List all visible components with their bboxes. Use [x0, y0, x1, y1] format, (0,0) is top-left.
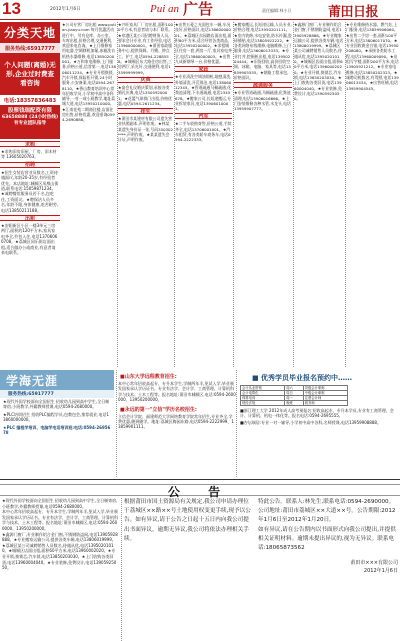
notice-column-left: [2, 498, 118, 641]
stock-ad: [0, 105, 60, 139]
training-ad-text: ■浙江理工大学 2012年成人高考预报名:招收高起专、专升本学员,专业有工商管理、会计、计算机、机电一体化等。报名电话:0594-2695555。: [240, 408, 394, 419]
university-ad-heading-2: ■永远的第一"立信"学历名校招生:: [120, 406, 197, 413]
notice-rule: [0, 479, 400, 480]
editor-credit: 责任编辑:林小旦: [262, 8, 292, 13]
notice-paragraph: 根据莆田市国土资源局有关规定,我公司申请办理位于荔城区××路××号土地使用权变更手续,现予以公告。如有异议,请于公告之日起十五日内向我公司提出书面异议。逾期无异议,我公司将依法办理相关手续。: [124, 499, 251, 542]
classified-column-7: [346, 22, 400, 367]
section-text-qingdian: ★宴会礼仪婚庆策划,承接各类婚礼庆典,电话13505920001。★花篮气球拱门出租,价格优惠,电话0594-2611234。: [118, 84, 172, 106]
classified-column-4: [175, 22, 232, 367]
training-ad-heading: ■ 优秀学员毕业报名预约中……: [252, 374, 353, 382]
notice-date: 2012年1月6日: [363, 568, 398, 575]
column-text: ★搬家搬运,长短途运输,人员专业,价格合理,电话13950201111。★室内装修,水电安装,防水补漏,瓷砖铺贴,电话13805922222。★各类网络布线维修,电脑维修,上门服务,电话13606013333。★专业打井,挖掘机出租,电话13950204444。★旧货回收,高价回收空调、冰箱、电脑、家具等,电话13859905555。★钢筋工程承包,价格面议。: [234, 22, 292, 80]
divorce-ad: [0, 53, 60, 95]
column-text: ★公司专营厂房出租 www.putian-jiaoyu.com 每月优惠活动进行中。另有仓库、办公室、车库出租,价格合理,交通便利,欢迎来电咨询。★上门维修家用电器,空调移机加氟,冰箱洗衣机热水器维修,电话13850200001。★万和家电维修,上门服务,价格公道,信誉第一,电话13806011234。★专业开锁换锁,汽车开锁,保险柜开锁,24小时服务,公安备案,电话0594-2678110。★香山教育培训中心常年招收学员,小学初中高中各科辅导,一对一或小班教学,地址荔城大道,电话13950210000。★江南花苑二期商住楼,店面住房出售,价格优惠,欢迎垂询0594-2690888。: [62, 22, 116, 123]
university-ad: [118, 370, 236, 477]
page-number: 13: [2, 0, 21, 18]
issue-date: 2012年1月6日: [50, 7, 81, 12]
education-item: ★现代外国学校面向全国招生 招收幼儿园到高中学生,全日制寄宿,小班教学,外籍教师授课,电话0594-2680000。: [3, 399, 110, 410]
training-ad-text-2: ■杏坛瑞居:专业一对一辅导,小学初中高中各科,名师授课,电话13959908888。: [240, 419, 381, 425]
section-text-zhaopin: ★招生女装店营业员数名,工资待遇面议,年龄20-35岁,有经验者优先。本店地址:城厢区凤凰山街道,联系电话:15059871234。★诚聘餐馆服务员若干名,包吃住,工资面议。★聘保洁人员多名,年龄不限,身体健康,吃苦耐劳,电话13850211188。: [1, 169, 59, 213]
table-cell: 珠算培训: [241, 396, 285, 401]
education-item: ★PLC培训招生 招收PLC编程学员,包教包会,推荐就业,电话13860000000。: [3, 411, 110, 423]
university-ad-heading: ■山东大学远程教育招生:: [120, 374, 177, 380]
divorce-ad-line: 个人问题(离婚)无: [4, 61, 56, 69]
section-title: 广告: [183, 0, 214, 18]
table-cell: 晚班: [285, 401, 304, 406]
divorce-ad-line: 形,企业过时费查: [6, 70, 54, 78]
divorce-ad-phone: 电话:18357836483: [0, 95, 60, 105]
section-text-qiche: ★二手车收购寄售,价格公道,手续齐全,电话13706001001。★汽车租赁,有各类轿车商务车,电话0594-2222333。: [175, 121, 232, 143]
column-text: ★鑫源门窗厂,专业制作铝合金门窗,不锈钢防盗网,电话13905928888。★专业搬家运输公司,提供各类车辆,电话13806019999。★荔城区某公司诚聘销售人员数名,待遇从优,电话13950201010。★城厢区店面出租,面积60平方米,电话13960002020。★专业开锁,换锁芯,汽车锁,电话13850203030。★上门收购各类旧货,电话13960004040。★专业装修,免费设计,电话13905925050。: [294, 22, 344, 102]
section-roman: Pui an: [150, 3, 180, 15]
course-table: [240, 385, 348, 406]
education-hotline: 服务热线:65917777: [0, 390, 114, 398]
table-cell: 中级会计职称: [303, 391, 347, 396]
section-bar-qingdian: 庆典: [118, 77, 173, 83]
classified-column-5: [234, 22, 292, 367]
classified-hotline: 服务热线:65917777: [0, 43, 60, 53]
education-panel: [0, 370, 114, 477]
training-ad: [238, 370, 400, 477]
table-cell: 周日: [285, 391, 304, 396]
stock-ad-line: 有专业团队指导: [13, 121, 47, 126]
stock-ad-head: 股票钱瑞配资有限: [7, 108, 52, 114]
notice-title: 公 告: [167, 485, 233, 499]
university-ad-text: 本中心常年招收高起专、专升本学生,学制两年半,免试入学,毕业颁发国家承认学历证书。专业有法学、会计学、工商管理、计算机科学与技术、土木工程等。报名地址:莆田市城厢区,电话:0594-2600000、13950200000。: [118, 381, 236, 403]
notice-column-right: [258, 498, 398, 641]
section-bar-jiazheng: 家政: [175, 66, 232, 72]
section-bar-qiche: 汽车: [175, 113, 232, 119]
section-bar-zhaopin: 招聘: [0, 162, 60, 168]
column-text: ★专业维修热水器、燃气灶,上门服务,电话13859906060。★出售二手房一套,面积100平方米,电话13806017070。★专业回收黄金白银,电话13950208080。★承接各类防水工程,电话13960009090。★出租写字楼,面积200平方米,电话13905921212。★专业家电维修,电话13850202323。★诚聘司机数名,有驾照,电话13906013434。★出售旺铺,电话13959904545。: [346, 22, 399, 91]
section-bar-chuzu: 出租: [0, 215, 60, 221]
classified-panel: [0, 22, 60, 367]
section-text-guashi: ★莆田市某建材有限公司遗失营业执照副本,声明作废。★林某某遗失身份证一张,号码350302****,声明作废。★某某遗失会计证,声明作废。: [118, 116, 173, 143]
notice-column-middle: [124, 498, 254, 641]
education-title: 学海无涯: [0, 370, 114, 390]
column-divider: [121, 498, 122, 641]
notice-paragraph: 如有异议,请在公告期内以书面形式向我公司提出,并提供相关证明材料。逾期未提出异议的,视为无异议。联系电话:18065873562: [258, 526, 396, 552]
university-ad-text-2: 立信会计学院、福建师范大学网络教育学院常年招生,专业齐全,学费优惠,随到随学。地址:荔城区梅园东路,电话0594-2222999、13859901111。: [118, 413, 234, 430]
table-cell: 财经法规: [241, 401, 285, 406]
notice-small-text: 本中心常年招收高起专、专升本学生,学制两年半,免试入学,毕业颁发国家承认学历证书。专业有法学、会计学、工商管理、计算机科学与技术、土木工程等。报名地址:莆田市城厢区,电话:0594-2600000、13950200000。: [2, 509, 118, 531]
classified-column-3: [118, 22, 173, 367]
divorce-ad-line: 看咨询: [20, 79, 40, 87]
notice-paragraph: 特此公告。联系人:林先生,联系电话:0594-2690000。公司地址:莆田市荔城区××大道××号。公告期限:2012年1月6日至2012年1月20日。: [258, 499, 396, 524]
paper-logo: 莆田日报: [328, 5, 379, 20]
page-header: [0, 0, 400, 20]
column-text: ★出售五菱之光面包车一辆,车况良好,价格面议,电话13860000001。★荔城区东园路店面出租,面积80平方米,适合经营各类商品,电话13950200002。★求租城区住房一套,两房一厅,家具家电齐全,电话13860000003。★出售九成新钢琴一台,价格优惠。: [175, 22, 232, 65]
notice-small-text: ★鑫源门窗厂,专业制作铝合金门窗,不锈钢防盗网,电话13905928888。★专业搬家运输公司,提供各类车辆,电话13806019999。★荔城区某公司诚聘销售人员数名,待遇从优,电话13950201010。★城厢区店面出租,面积60平方米,电话13960002020。★专业开锁,换锁芯,汽车锁,电话13850203030。★上门收购各类旧货,电话13960004040。★专业装修,免费设计,电话13905925050。: [2, 531, 118, 571]
column-divider: [116, 370, 117, 477]
classified-column-6: [294, 22, 344, 367]
table-cell: 初级会计职称: [303, 386, 347, 391]
classified-column-2: [62, 22, 116, 367]
section-bar-guashi: 挂失: [118, 108, 173, 114]
section-text-jiazheng: ★专业清洗空调油烟机,地毯清洗,外墙清洗,开荒保洁,电话13806012345。★管道疏通马桶疏通,化粪池清理,下水道疏通,电话2345678。★搬家公司,长短途搬运,专业拆装家具,电话13906010001。: [175, 74, 232, 112]
table-cell: 会计从业资格: [241, 386, 285, 391]
stock-ad-line: 63658888 (24小时热线): [1, 114, 59, 120]
table-cell: 注册会计师: [303, 396, 347, 401]
section-text-shutong: ★专业管道疏通,马桶疏通,化粪池清理,电话13906016666。★上门安装维修各种水管,水龙头,电话13959907777。: [234, 90, 291, 112]
table-row: [241, 401, 348, 406]
classified-title: 分类天地: [0, 22, 60, 43]
table-cell: 周六: [285, 386, 304, 391]
section-text-qiugou: ★求购旧房旧屋、厂房、旧木材等 13605020763。: [1, 149, 57, 160]
table-cell: 会计电算化: [241, 391, 285, 396]
column-divider: [236, 370, 237, 477]
column-text: ★兴旺家具厂厂房出租,面积1000平方米,有意者请与本厂联系。★泉港区某公司招聘财务人员,要求会计专业,有工作经验,电话13960000001。★莆田家政服务中心,提供保姆、月嫂、钟点工、护工,电话0594-2288558。★城厢区东大路住房出售,三房两厅,采光好,交通便利,电话13599999999。: [118, 22, 173, 75]
section-bar-qiugou: 求购: [0, 141, 60, 147]
table-cell: 税务师: [303, 401, 347, 406]
notice-signature: 莆田市×××有限公司: [350, 560, 398, 567]
table-cell: 周一: [285, 396, 304, 401]
notice-small-text: ★现代外国学校面向全国招生 招收幼儿园到高中学生,全日制寄宿,小班教学,外籍教师授课,电话0594-2680000。: [2, 498, 118, 509]
section-bar-shutong: 疏通服务: [234, 82, 292, 88]
education-footer: ★PLC 编程学培训、电脑学电话培训班:电话:0594-2695678: [3, 424, 111, 436]
section-text-chuzu: ★安阳新区小区一楼3单元三房两厅,面积约120平方米,家具家电齐全,拎包入住,电话13706060708。★荔城区同乐街店面出租,适合做办公或商业,有意者请来电联系。: [1, 223, 58, 256]
